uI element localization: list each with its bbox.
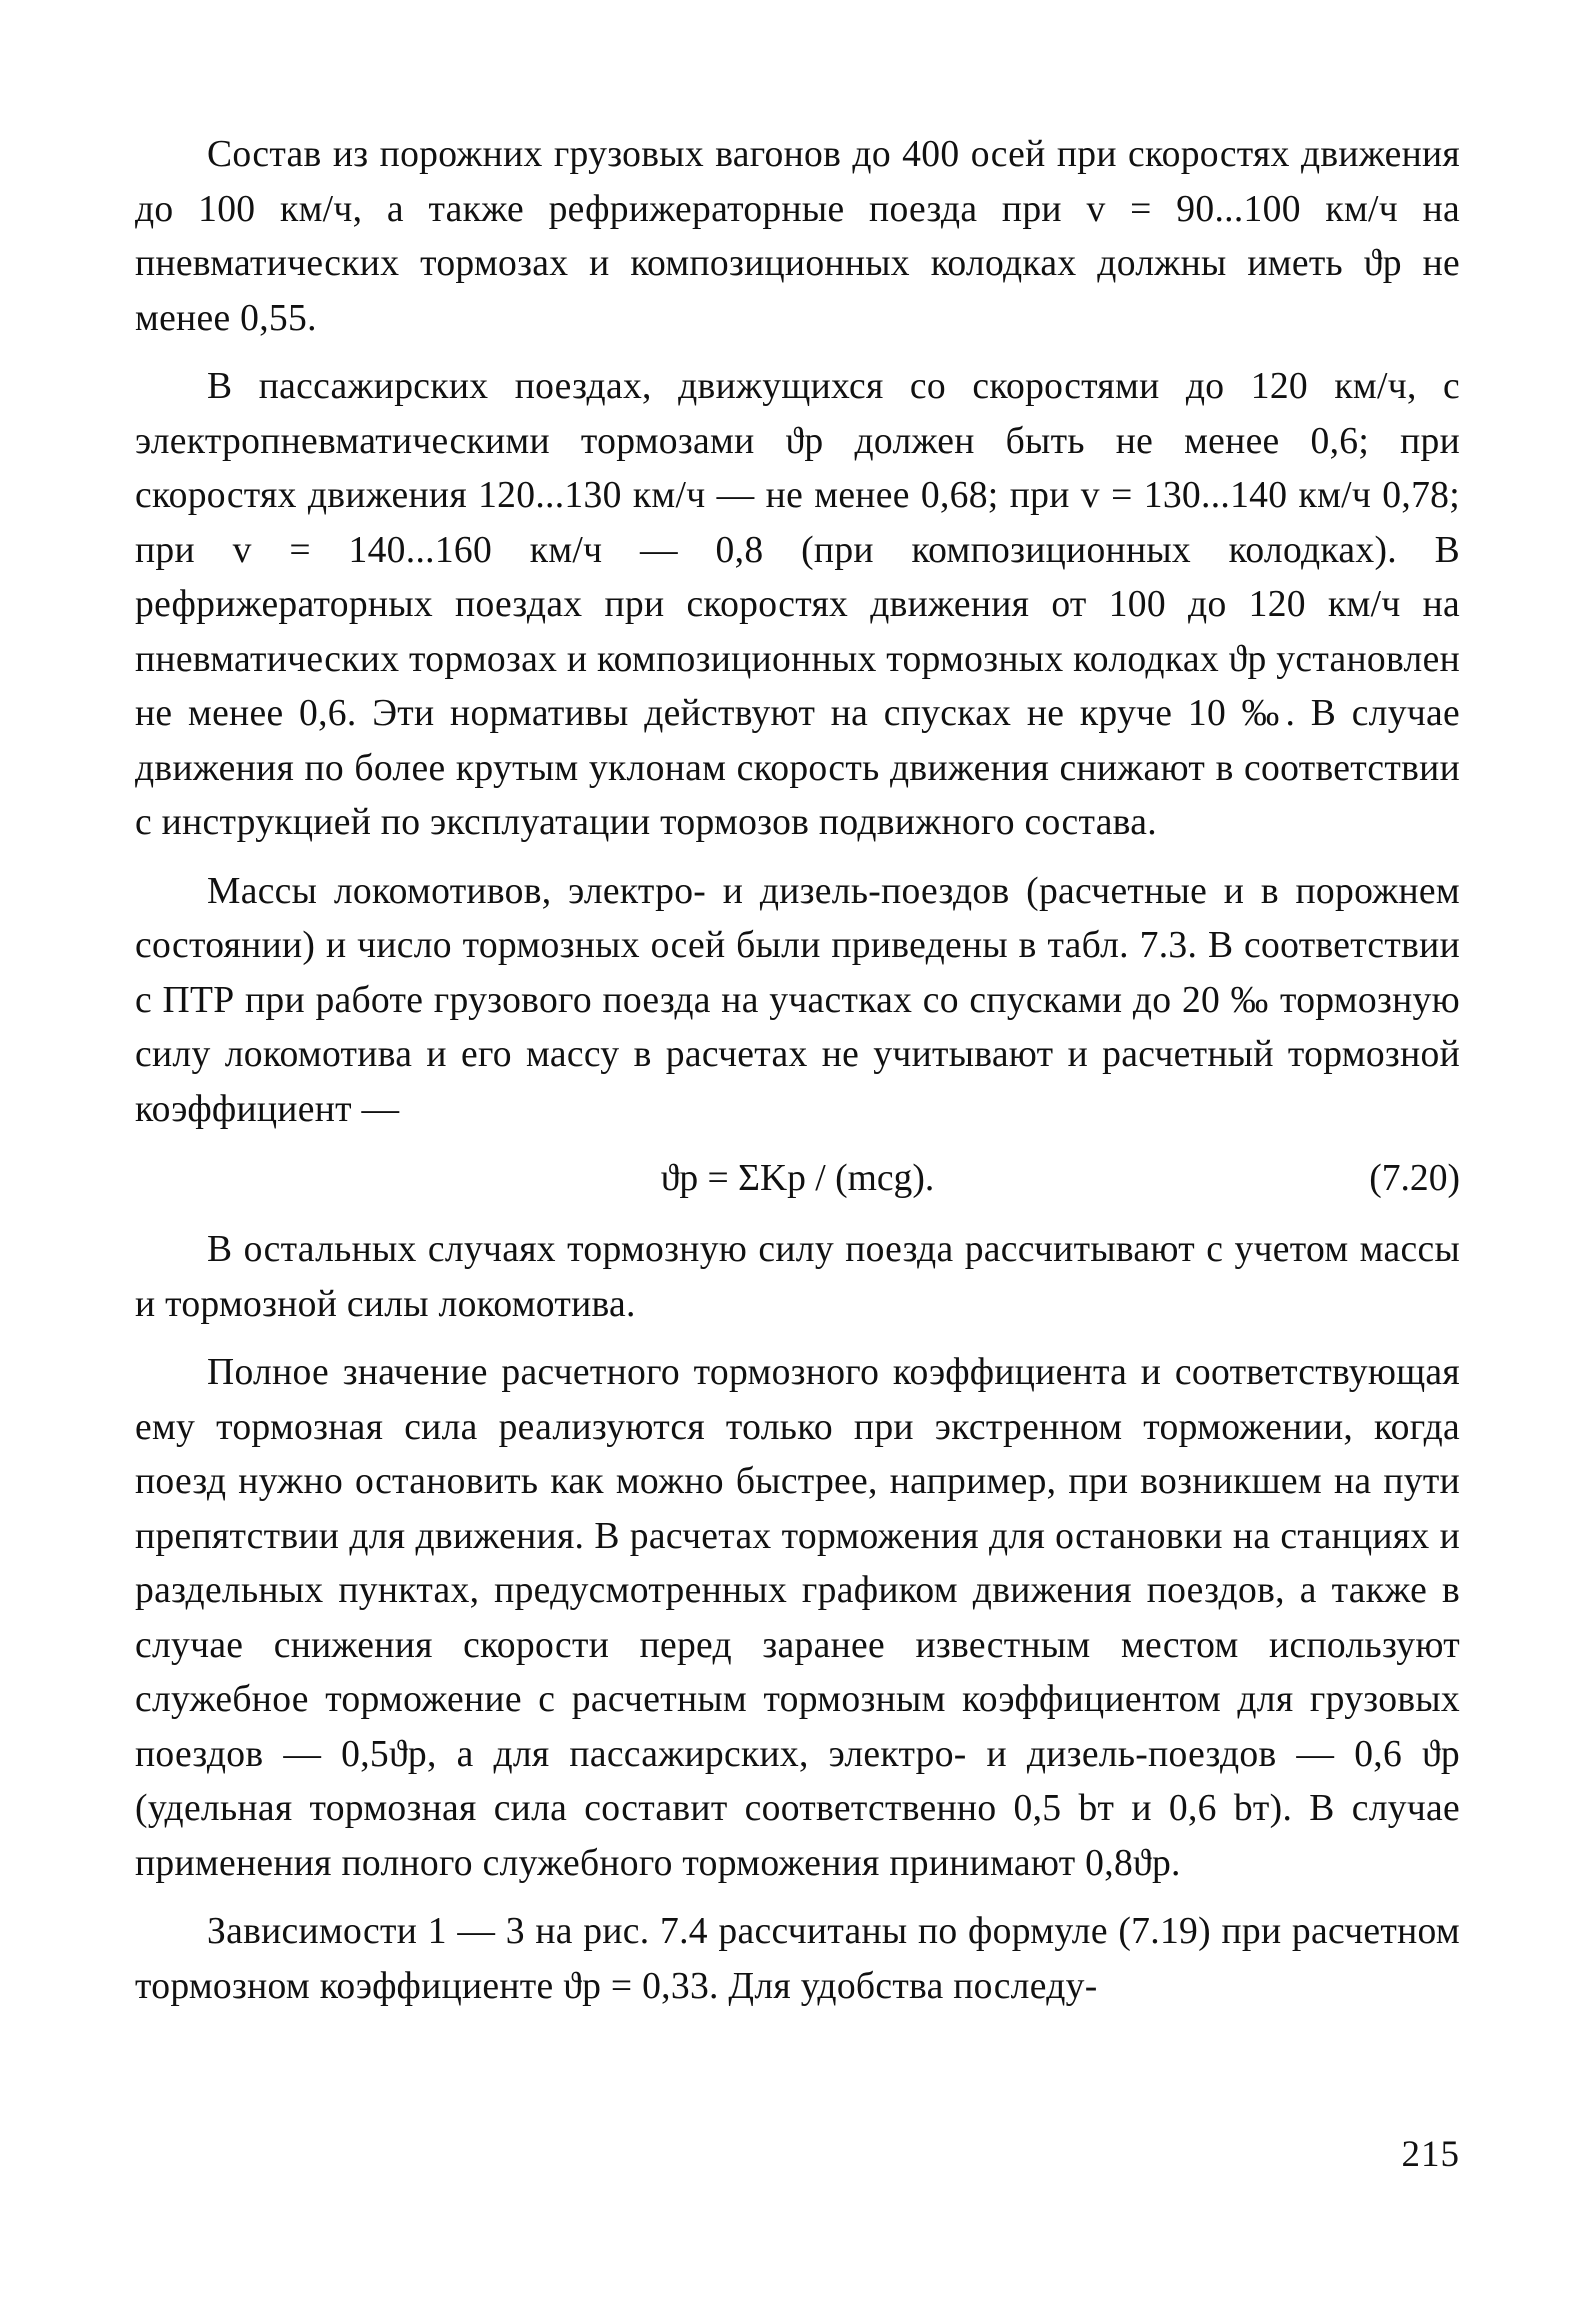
paragraph-full-value: Полное значение расчетного тормозного коэффициента и соответствующая ему тормозная сила реализуются только при экстренном торможении, когда поезд нужно остановить как можно быстрее, например, при возникшем на пути препятствии для движения. В расчетах торможения для остановки на станциях и раздельных пунктах, предусмотренных графиком движения поездов, а также в случае снижения скорости перед заранее известным местом используют служебное торможение с расчетным тормозным коэффициентом для грузовых поездов — 0,5ϑр, а для пассажирских, электро- и дизель-поездов — 0,6 ϑр (удельная тормозная сила составит соответственно 0,5 bт и 0,6 bт). В случае применения полного служебного торможения принимают 0,8ϑр. <box>135 1352 1460 1884</box>
body-text <box>135 128 1460 2014</box>
paragraph-passenger-trains: В пассажирских поездах, движущихся со скоростями до 120 км/ч, с электропневматическими тормозами ϑр должен быть не менее 0,6; при скоростях движения 120...130 км/ч — не менее 0,68; при v = 130...140 км/ч 0,78; при v = 140...160 км/ч — 0,8 (при композиционных колодках). В рефрижераторных поездах при скоростях движения от 100 до 120 км/ч на пневматических тормозах и композиционных тормозных колодках ϑр установлен не менее 0,6. Эти нормативы действуют на спусках не круче 10 ‰. В случае движения по более крутым уклонам скорость движения снижают в соответствии с инструкцией по эксплуатации тормозов подвижного состава. <box>135 366 1461 843</box>
document-page <box>135 128 1460 2278</box>
paragraph-empty-cars: Состав из порожних грузовых вагонов до 400 осей при скоростях движения до 100 км/ч, а также рефрижераторные поезда при v = 90...100 км/ч на пневматических тормозах и композиционных колодках должны иметь ϑр не менее 0,55. <box>135 134 1460 339</box>
equation-expression: ϑр = ΣKр / (mсg). <box>660 1158 935 1199</box>
paragraph-other-cases: В остальных случаях тормозную силу поезда рассчитывают с учетом массы и тормозной силы локомотива. <box>135 1229 1460 1325</box>
paragraph-dependencies: Зависимости 1 — 3 на рис. 7.4 рассчитаны по формуле (7.19) при расчетном тормозном коэффициенте ϑр = 0,33. Для удобства последу- <box>135 1911 1460 2007</box>
paragraph-locomotive-masses: Массы локомотивов, электро- и дизель-поездов (расчетные и в порожнем состоянии) и число тормозных осей были приведены в табл. 7.3. В соответствии с ПТР при работе грузового поезда на участках со спусками до 20 ‰ тормозную силу локомотива и его массу в расчетах не учитывают и расчетный тормозной коэффициент — <box>135 870 1460 1130</box>
page-number: 215 <box>1401 2134 1460 2175</box>
equation-number: (7.20) <box>1369 1158 1460 1199</box>
equation-7-20 <box>135 1149 1460 1217</box>
